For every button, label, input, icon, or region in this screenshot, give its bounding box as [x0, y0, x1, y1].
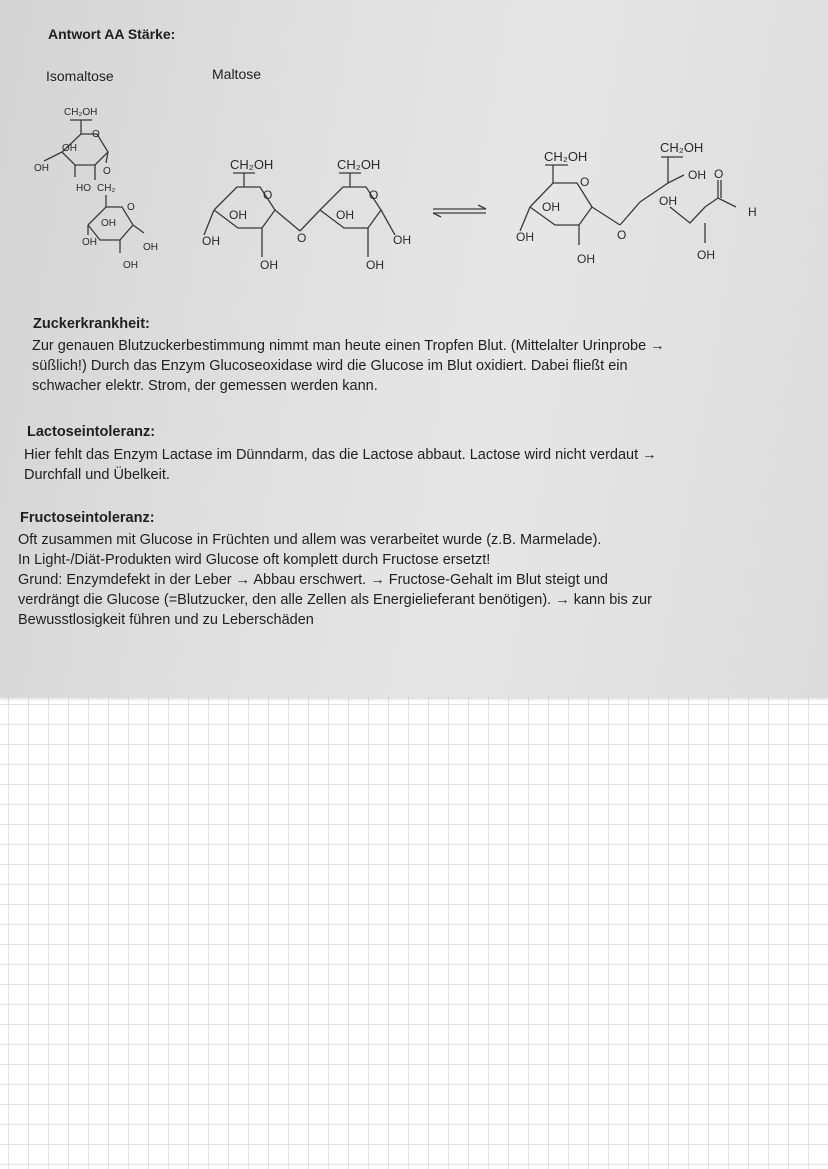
mal1-ch2oh: CH₂OH: [230, 157, 274, 172]
mal1-oh-3: OH: [260, 258, 278, 272]
mal1-ring-o: O: [263, 188, 273, 202]
mal4-oh-1: OH: [688, 168, 706, 182]
fructose-heading: Fructoseintoleranz:: [20, 510, 155, 526]
mal3-ring-o: O: [580, 175, 590, 189]
structural-formulas: [0, 95, 828, 285]
iso-ring-o-2: O: [127, 202, 135, 213]
mal4-oh-2: OH: [659, 194, 677, 208]
zucker-line-2: süßlich!) Durch das Enzym Glucoseoxidase wird die Glucose im Blut oxidiert. Dabei fließt ein: [32, 358, 628, 374]
mal4-ch2oh: CH₂OH: [660, 140, 704, 155]
mal2-oh-3: OH: [366, 258, 384, 272]
mal1-oh-2: OH: [202, 234, 220, 248]
mal4-aldehyde-h: H: [748, 205, 757, 219]
fructose-line-4: verdrängt die Glucose (=Blutzucker, den alle Zellen als Energielieferant benötigen). → kann bis zur: [18, 592, 652, 608]
mal2-oh-1: OH: [336, 208, 354, 222]
zucker-line-3: schwacher elektr. Strom, der gemessen werden kann.: [32, 378, 378, 394]
iso-oh-4: OH: [82, 237, 97, 248]
mal2-ch2oh: CH₂OH: [337, 157, 381, 172]
mal3-oh-1: OH: [542, 200, 560, 214]
mal2-oh-2: OH: [393, 233, 411, 247]
fructose-line-5: Bewusstlosigkeit führen und zu Leberschäden: [18, 612, 314, 628]
fructose-paragraph: [18, 530, 780, 630]
iso-oh-3: OH: [101, 218, 116, 229]
fructose-line-1: Oft zusammen mit Glucose in Früchten und allem was verarbeitet wurde (z.B. Marmelade).: [18, 532, 602, 548]
iso-oh-2: OH: [34, 163, 49, 174]
lactose-line-1: Hier fehlt das Enzym Lactase im Dünndarm, das die Lactose abbaut. Lactose wird nicht verdaut →: [24, 447, 657, 463]
iso-ch2-label: CH₂: [97, 183, 116, 194]
mal-bridge-o: O: [297, 231, 307, 245]
iso-bridge-o: O: [103, 166, 111, 177]
mal4-aldehyde-o: O: [714, 167, 724, 181]
lactose-paragraph: [24, 445, 784, 485]
lactose-line-2: Durchfall und Übelkeit.: [24, 467, 170, 483]
zucker-line-1: Zur genauen Blutzuckerbestimmung nimmt man heute einen Tropfen Blut. (Mittelalter Urinprobe →: [32, 338, 665, 354]
zucker-heading: Zuckerkrankheit:: [33, 316, 150, 332]
isomaltose-label: Isomaltose: [46, 68, 114, 84]
mal3-ch2oh: CH₂OH: [544, 149, 588, 164]
iso-ring-o-1: O: [92, 129, 100, 140]
mal3-bridge-o: O: [617, 228, 627, 242]
zucker-paragraph: [32, 336, 782, 396]
mal3-oh-3: OH: [577, 252, 595, 266]
mal1-oh-1: OH: [229, 208, 247, 222]
page-title: Antwort AA Stärke:: [48, 26, 176, 42]
mal2-ring-o: O: [369, 188, 379, 202]
iso-oh-6: OH: [123, 260, 138, 271]
iso-ch2oh-label: CH₂OH: [64, 107, 98, 118]
iso-oh-5: OH: [143, 242, 158, 253]
fructose-line-2: In Light-/Diät-Produkten wird Glucose oft komplett durch Fructose ersetzt!: [18, 552, 491, 568]
fructose-line-3: Grund: Enzymdefekt in der Leber → Abbau erschwert. → Fructose-Gehalt im Blut steigt und: [18, 572, 608, 588]
lactose-heading: Lactoseintoleranz:: [27, 424, 156, 440]
mal4-oh-3: OH: [697, 248, 715, 262]
mal3-oh-2: OH: [516, 230, 534, 244]
iso-oh-1: OH: [62, 143, 77, 154]
iso-ho-label: HO: [76, 183, 91, 194]
maltose-right-ring-1: [530, 183, 592, 225]
maltose-label: Maltose: [212, 66, 262, 82]
